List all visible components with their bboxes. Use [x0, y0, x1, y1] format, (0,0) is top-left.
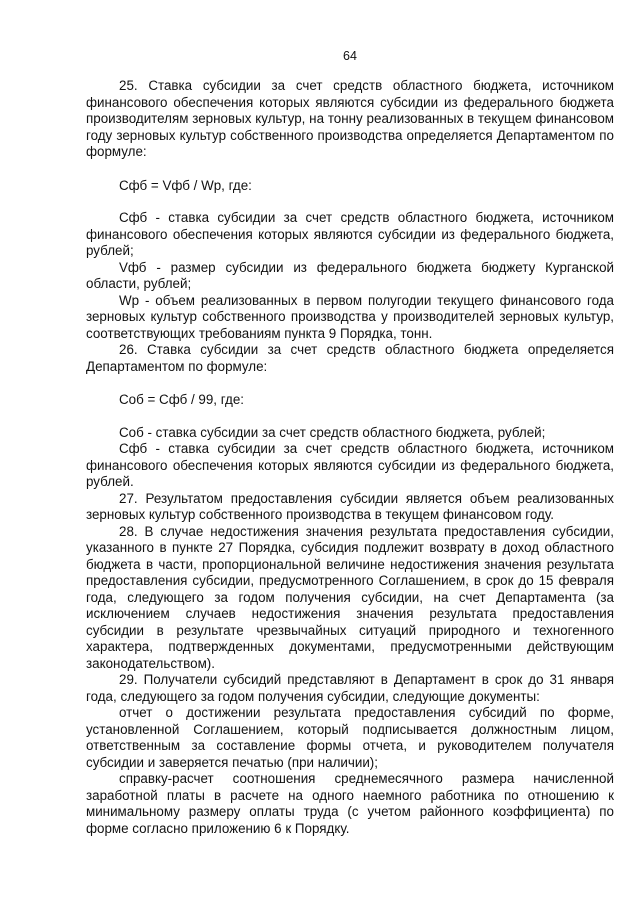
formula-sfb: Сфб = Vфб / Wp, где:	[119, 177, 252, 193]
definition-sfb-2: Сфб - ставка субсидии за счет средств областного бюджета, источником финансового обеспечения которых являются субсидии из федерального бюджета, рублей.	[86, 441, 614, 489]
definition-sob: Соб - ставка субсидии за счет средств областного бюджета, рублей;	[119, 424, 546, 440]
formula-sob: Соб = Сфб / 99, где:	[119, 392, 245, 407]
definition-sfb: Сфб - ставка субсидии за счет средств областного бюджета, источником финансового обеспечения которых являются субсидии из федерального бюджета, рублей;	[86, 210, 614, 258]
paragraph-26: 26. Ставка субсидии за счет средств областного бюджета определяется Департаментом по формуле:	[86, 342, 614, 374]
paragraph-25: 25. Ставка субсидии за счет средств областного бюджета, источником финансового обеспечения которых являются субсидии из федерального бюджета производителям зерновых культур, на тонну реализованных в текущем финансовом году зерновых культур собственного производства определяется Департаментом по формуле:	[86, 78, 614, 159]
document-body	[86, 78, 614, 837]
definition-wp: Wp - объем реализованных в первом полугодии текущего финансового года зерновых культур собственного производства у производителей зерновых культур, соответствующих требованиям пункта 9 Порядка, тонн.	[86, 292, 614, 341]
paragraph-29: 29. Получатели субсидий представляют в Департамент в срок до 31 января года, следующего за годом получения субсидии, следующие документы:	[86, 672, 614, 704]
document-page	[86, 0, 614, 905]
paragraph-27: 27. Результатом предоставления субсидии является объем реализованных зерновых культур собственного производства в текущем финансовом году.	[86, 490, 614, 522]
definition-vfb: Vфб - размер субсидии из федерального бюджета бюджету Курганской области, рублей;	[86, 259, 614, 291]
paragraph-29-certificate: справку-расчет соотношения среднемесячного размера начисленной заработной платы в расчете на одного наемного работника по отношению к минимальному размеру оплаты труда (с учетом районного коэффициента) по форме согласно приложению 6 к Порядку.	[86, 771, 614, 836]
paragraph-28: 28. В случае недостижения значения результата предоставления субсидии, указанного в пункте 27 Порядка, субсидия подлежит возврату в доход областного бюджета в части, пропорциональной величине недостижения значения результата предоставления субсидии, предусмотренного Соглашением, в срок до 15 февраля года, следующего за годом получения субсидии, на счет Департамента (за исключением случаев недостижения значения результата предоставления субсидии в результате чрезвычайных ситуаций природного и техногенного характера, подтвержденных документами, предусмотренными действующим законодательством).	[86, 523, 614, 671]
paragraph-29-report: отчет о достижении результата предоставления субсидий по форме, установленной Соглашением, который подписывается должностным лицом, ответственным за составление формы отчета, и руководителем получателя субсидии и заверяется печатью (при наличии);	[86, 705, 614, 770]
page-number: 64	[343, 49, 357, 63]
